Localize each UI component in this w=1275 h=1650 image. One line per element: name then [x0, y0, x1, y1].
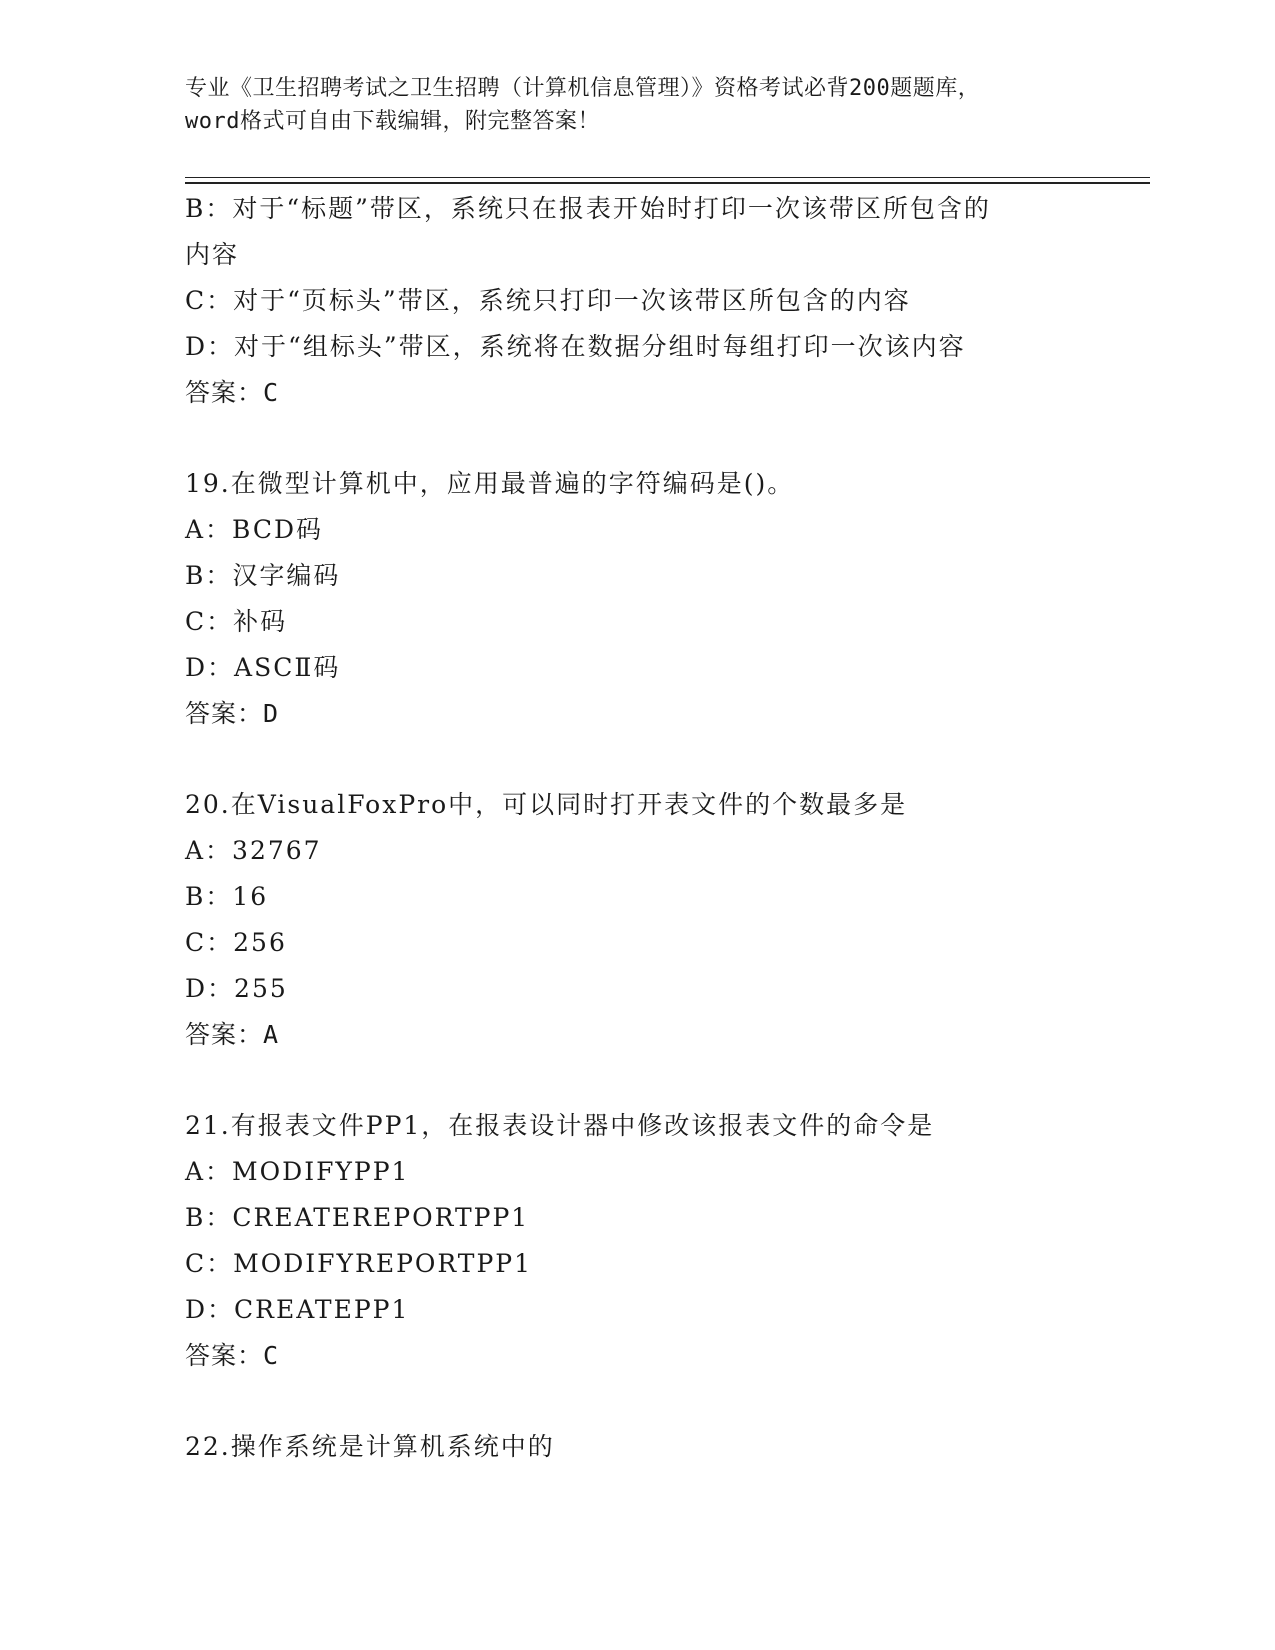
- option-a: A：BCD码: [185, 515, 324, 544]
- option-d: D：ASCⅡ码: [185, 653, 341, 682]
- question-text: 22.操作系统是计算机系统中的: [185, 1432, 555, 1461]
- question-21: [185, 1103, 1105, 1379]
- question-list: [185, 186, 1105, 1470]
- question-text: 21.有报表文件PP1，在报表设计器中修改该报表文件的命令是: [185, 1111, 935, 1140]
- header-line-1: 专业《卫生招聘考试之卫生招聘（计算机信息管理）》资格考试必背200题题库，: [185, 76, 981, 101]
- question-19: [185, 461, 1105, 737]
- question-20: [185, 782, 1105, 1058]
- option-d: D：对于“组标头”带区，系统将在数据分组时每组打印一次该内容: [185, 332, 966, 361]
- option-d: D：255: [185, 974, 288, 1003]
- option-a: A：32767: [185, 836, 322, 865]
- option-b: B：CREATEREPORTPP1: [185, 1203, 530, 1232]
- answer: 答案：C: [185, 1341, 280, 1370]
- option-b: B：16: [185, 882, 269, 911]
- option-b-continued: 内容: [185, 240, 240, 269]
- option-c: C：对于“页标头”带区，系统只打印一次该带区所包含的内容: [185, 286, 911, 315]
- question-text: 19.在微型计算机中，应用最普遍的字符编码是()。: [185, 469, 795, 498]
- option-c: C：MODIFYREPORTPP1: [185, 1249, 532, 1278]
- question-18-continued: [185, 186, 1105, 416]
- answer: 答案：C: [185, 378, 280, 407]
- option-b: B：汉字编码: [185, 561, 341, 590]
- header-line-2: word格式可自由下载编辑，附完整答案！: [185, 109, 600, 134]
- option-b: B：对于“标题”带区，系统只在报表开始时打印一次该带区所包含的: [185, 194, 991, 223]
- header-rule-thick: [185, 182, 1150, 184]
- answer: 答案：A: [185, 1020, 280, 1049]
- answer: 答案：D: [185, 699, 280, 728]
- question-22: [185, 1424, 1105, 1470]
- document-header: [185, 72, 1065, 138]
- option-c: C：256: [185, 928, 287, 957]
- option-d: D：CREATEPP1: [185, 1295, 410, 1324]
- question-text: 20.在VisualFoxPro中，可以同时打开表文件的个数最多是: [185, 790, 908, 819]
- header-rule-thin: [185, 177, 1150, 178]
- option-c: C：补码: [185, 607, 288, 636]
- option-a: A：MODIFYPP1: [185, 1157, 410, 1186]
